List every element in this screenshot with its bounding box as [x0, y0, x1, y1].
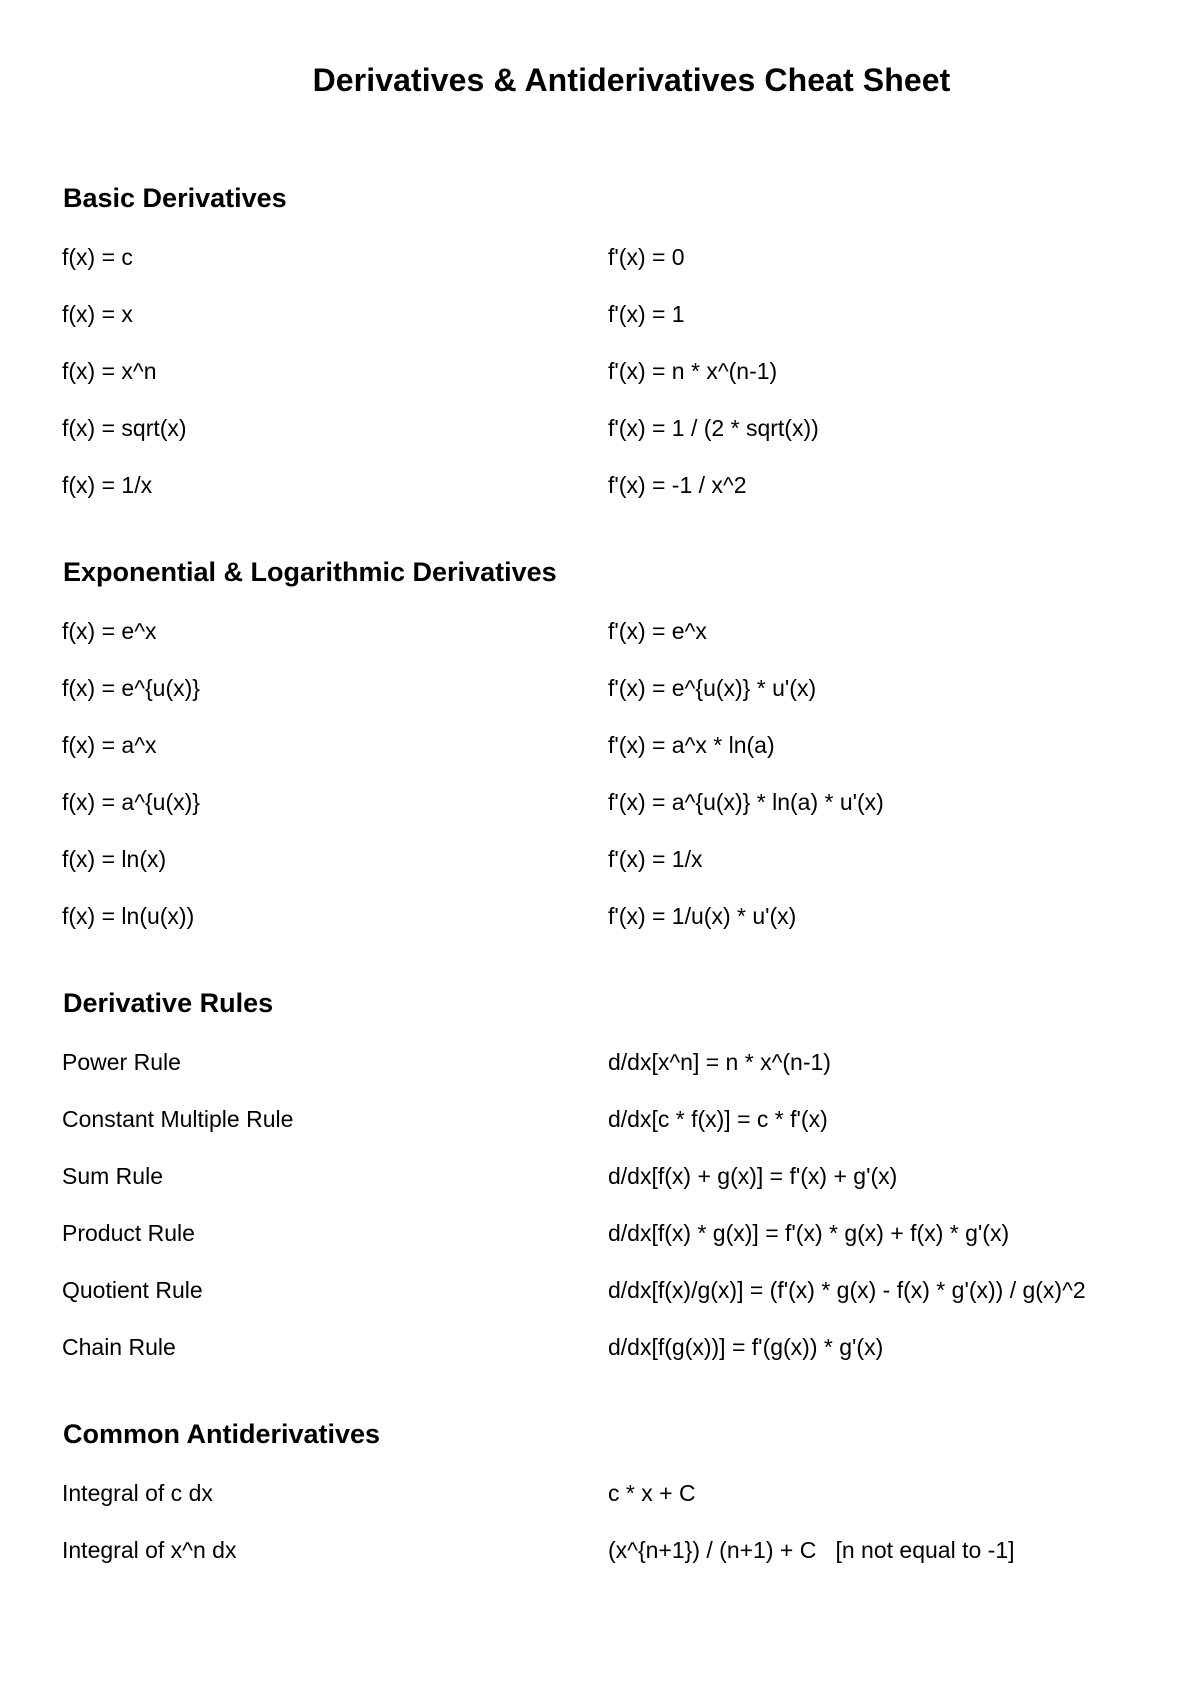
antiderivative-cell: (x^{n+1}) / (n+1) + C [n not equal to -1]: [608, 1537, 1015, 1563]
formula-row: [0, 730, 1200, 764]
derivative-cell: f'(x) = 1/u(x) * u'(x): [608, 903, 797, 929]
formula-row: [0, 1275, 1200, 1309]
derivative-cell: f'(x) = e^{u(x)} * u'(x): [608, 675, 817, 701]
antiderivative-cell: c * x + C: [608, 1480, 696, 1506]
formula-row: [0, 616, 1200, 650]
formula-row: [0, 1218, 1200, 1252]
function-cell: f(x) = ln(u(x)): [62, 903, 195, 929]
formula-row: [0, 470, 1200, 504]
formula-row: [0, 901, 1200, 935]
rule-formula-cell: d/dx[f(x)/g(x)] = (f'(x) * g(x) - f(x) * g'(x)) / g(x)^2: [608, 1277, 1086, 1303]
function-cell: f(x) = ln(x): [62, 846, 167, 872]
rule-formula-cell: d/dx[x^n] = n * x^(n-1): [608, 1049, 831, 1075]
section-heading: Common Antiderivatives: [63, 1419, 381, 1449]
rule-formula-cell: d/dx[c * f(x)] = c * f'(x): [608, 1106, 828, 1132]
formula-row: [0, 1104, 1200, 1138]
rule-formula-cell: d/dx[f(x) + g(x)] = f'(x) + g'(x): [608, 1163, 898, 1189]
derivative-cell: f'(x) = e^x: [608, 618, 707, 644]
function-cell: f(x) = 1/x: [62, 472, 153, 498]
integral-cell: Integral of c dx: [62, 1480, 213, 1506]
formula-row: [0, 673, 1200, 707]
derivative-cell: f'(x) = -1 / x^2: [608, 472, 747, 498]
formula-row: [0, 242, 1200, 276]
formula-row: [0, 1332, 1200, 1366]
rule-formula-cell: d/dx[f(g(x))] = f'(g(x)) * g'(x): [608, 1334, 884, 1360]
function-cell: f(x) = a^{u(x)}: [62, 789, 200, 815]
page-title: Derivatives & Antiderivatives Cheat Sheet: [312, 62, 951, 98]
derivative-cell: f'(x) = 1/x: [608, 846, 703, 872]
function-cell: f(x) = c: [62, 244, 133, 270]
formula-row: [0, 1478, 1200, 1512]
derivative-cell: f'(x) = 0: [608, 244, 685, 270]
section-heading: Basic Derivatives: [63, 183, 287, 213]
rule-name-cell: Product Rule: [62, 1220, 195, 1246]
formula-row: [0, 1161, 1200, 1195]
derivative-cell: f'(x) = n * x^(n-1): [608, 358, 778, 384]
derivative-cell: f'(x) = 1: [608, 301, 685, 327]
derivative-cell: f'(x) = a^{u(x)} * ln(a) * u'(x): [608, 789, 884, 815]
function-cell: f(x) = e^{u(x)}: [62, 675, 200, 701]
section-heading: Exponential & Logarithmic Derivatives: [63, 557, 557, 587]
formula-row: [0, 413, 1200, 447]
function-cell: f(x) = x: [62, 301, 133, 327]
section-heading: Derivative Rules: [63, 988, 274, 1018]
formula-row: [0, 356, 1200, 390]
derivative-cell: f'(x) = a^x * ln(a): [608, 732, 775, 758]
formula-row: [0, 1535, 1200, 1569]
formula-row: [0, 787, 1200, 821]
rule-formula-cell: d/dx[f(x) * g(x)] = f'(x) * g(x) + f(x) * g'(x): [608, 1220, 1010, 1246]
rule-name-cell: Constant Multiple Rule: [62, 1106, 294, 1132]
formula-row: [0, 299, 1200, 333]
formula-row: [0, 844, 1200, 878]
formula-row: [0, 1047, 1200, 1081]
rule-name-cell: Quotient Rule: [62, 1277, 203, 1303]
rule-name-cell: Chain Rule: [62, 1334, 176, 1360]
function-cell: f(x) = e^x: [62, 618, 157, 644]
function-cell: f(x) = sqrt(x): [62, 415, 187, 441]
derivative-cell: f'(x) = 1 / (2 * sqrt(x)): [608, 415, 819, 441]
rule-name-cell: Power Rule: [62, 1049, 181, 1075]
rule-name-cell: Sum Rule: [62, 1163, 163, 1189]
function-cell: f(x) = x^n: [62, 358, 157, 384]
function-cell: f(x) = a^x: [62, 732, 157, 758]
integral-cell: Integral of x^n dx: [62, 1537, 237, 1563]
